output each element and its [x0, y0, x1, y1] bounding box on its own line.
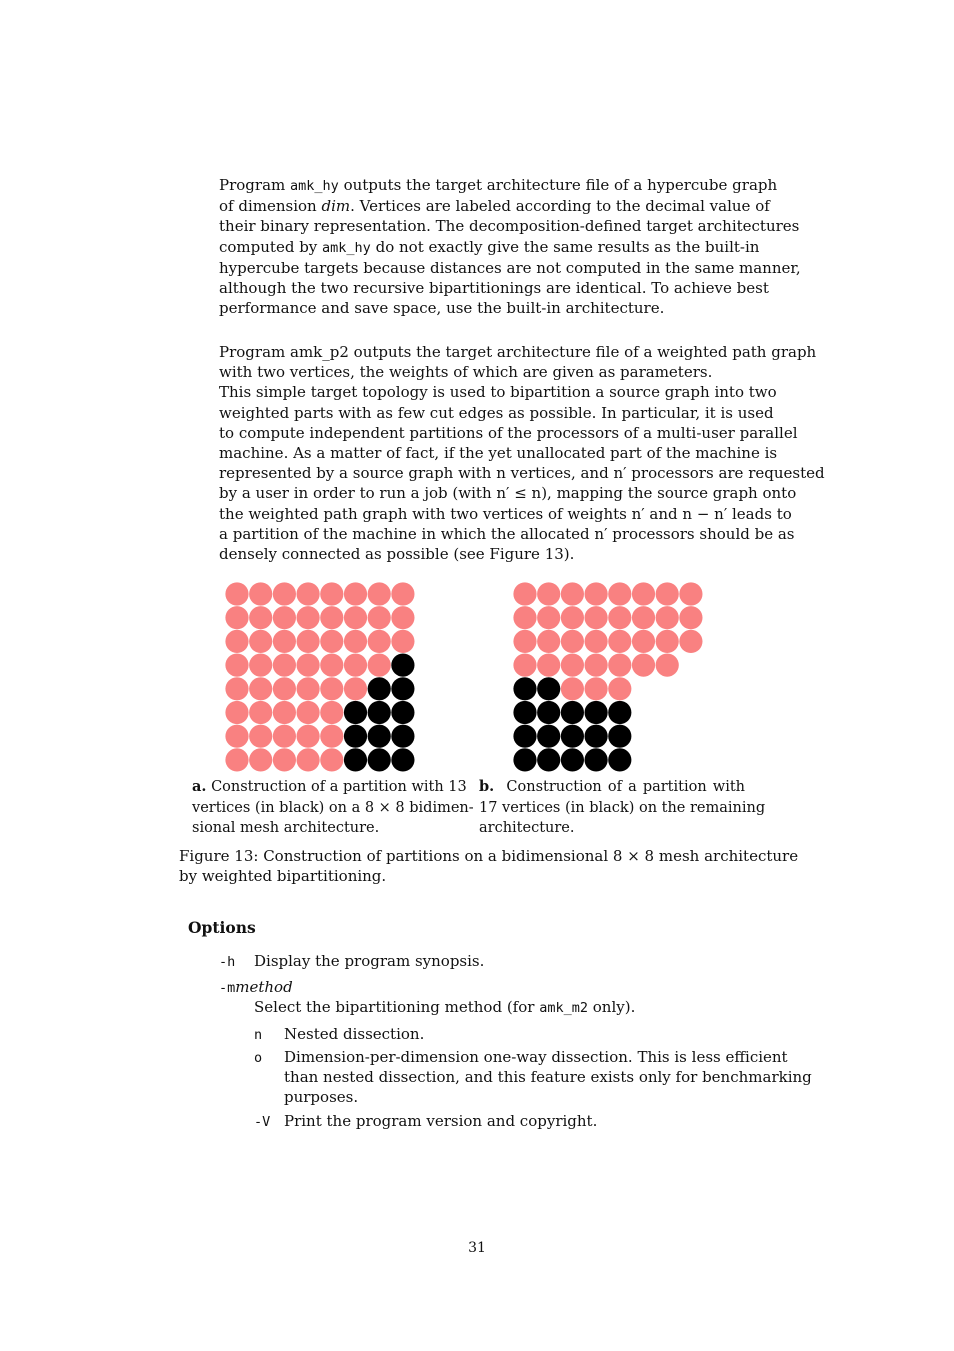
free-vertex	[297, 748, 320, 771]
free-vertex	[344, 582, 367, 605]
free-vertex	[249, 748, 272, 771]
free-vertex	[368, 582, 391, 605]
free-vertex	[225, 748, 248, 771]
option-m-description: Select the bipartitioning method (for amk_m2 only).	[254, 998, 636, 1016]
free-vertex	[561, 654, 584, 677]
paragraph-amk-p2	[219, 342, 825, 564]
free-vertex	[561, 677, 584, 700]
free-vertex	[585, 606, 608, 629]
allocated-vertex	[561, 725, 584, 748]
allocated-vertex	[344, 748, 367, 771]
subcaption-b	[479, 777, 766, 839]
allocated-vertex	[513, 701, 536, 724]
free-vertex	[225, 606, 248, 629]
free-vertex	[273, 701, 296, 724]
free-vertex	[273, 630, 296, 653]
free-vertex	[632, 654, 655, 677]
text-line: although the two recursive bipartitionings are identical. To achieve best	[219, 279, 769, 298]
text-line: the weighted path graph with two vertices of weights n′ and n − n′ leads to	[219, 504, 792, 523]
free-vertex	[679, 606, 702, 629]
free-vertex	[585, 582, 608, 605]
method-flag: n	[254, 1027, 263, 1043]
free-vertex	[632, 630, 655, 653]
subcaption-line: 17 vertices (in black) on the remaining	[479, 799, 766, 816]
text-line: computed by amk_hy do not exactly give the same results as the built-in	[219, 237, 760, 256]
option-v-description: Print the program version and copyright.	[284, 1112, 598, 1130]
allocated-vertex	[368, 748, 391, 771]
method-o	[254, 1047, 262, 1068]
text-line: machine. As a matter of fact, if the yet unallocated part of the machine is	[219, 444, 778, 463]
text-line: Program amk_hy outputs the target architecture file of a hypercube graph	[219, 176, 778, 194]
free-vertex	[273, 606, 296, 629]
paragraph-amk-hy	[219, 175, 801, 318]
subcaption-a	[192, 777, 474, 839]
allocated-vertex	[513, 677, 536, 700]
free-vertex	[368, 606, 391, 629]
text-line: weighted parts with as few cut edges as possible. In particular, it is used	[219, 403, 774, 422]
text-line: represented by a source graph with n vertices, and n′ processors are requested	[219, 464, 825, 483]
allocated-vertex	[368, 677, 391, 700]
free-vertex	[513, 606, 536, 629]
text-line: than nested dissection, and this feature exists only for benchmarking	[284, 1068, 812, 1087]
figure-caption	[179, 846, 799, 886]
allocated-vertex	[513, 748, 536, 771]
free-vertex	[320, 701, 343, 724]
caption-line: Figure 13: Construction of partitions on a bidimensional 8 × 8 mesh architecture	[179, 847, 799, 865]
text-line: Dimension-per-dimension one-way dissection. This is less efficient	[284, 1048, 788, 1066]
free-vertex	[679, 630, 702, 653]
allocated-vertex	[344, 725, 367, 748]
free-vertex	[679, 582, 702, 605]
free-vertex	[320, 630, 343, 653]
subcaption-line: a. Construction of a partition with 13	[192, 778, 467, 795]
allocated-vertex	[585, 725, 608, 748]
allocated-vertex	[344, 701, 367, 724]
free-vertex	[391, 606, 414, 629]
allocated-vertex	[537, 725, 560, 748]
caption-line: by weighted bipartitioning.	[179, 867, 387, 886]
allocated-vertex	[391, 725, 414, 748]
subcaption-line: vertices (in black) on a 8 × 8 bidimen-	[192, 799, 474, 816]
free-vertex	[656, 606, 679, 629]
free-vertex	[297, 606, 320, 629]
subcaption-line: b. Construction of a partition with	[479, 778, 745, 795]
text-line: This simple target topology is used to bipartition a source graph into two	[219, 383, 777, 402]
free-vertex	[225, 630, 248, 653]
free-vertex	[537, 582, 560, 605]
free-vertex	[368, 630, 391, 653]
method-n-description: Nested dissection.	[284, 1025, 425, 1043]
free-vertex	[561, 582, 584, 605]
free-vertex	[297, 582, 320, 605]
free-vertex	[297, 654, 320, 677]
subcaption-label: b.	[479, 778, 495, 795]
free-vertex	[368, 654, 391, 677]
allocated-vertex	[537, 701, 560, 724]
free-vertex	[391, 630, 414, 653]
mesh-figure-b	[513, 582, 707, 776]
free-vertex	[297, 630, 320, 653]
free-vertex	[320, 582, 343, 605]
text-line: a partition of the machine in which the allocated n′ processors should be as	[219, 524, 795, 543]
allocated-vertex	[368, 701, 391, 724]
allocated-vertex	[537, 677, 560, 700]
free-vertex	[273, 725, 296, 748]
free-vertex	[225, 654, 248, 677]
free-vertex	[344, 630, 367, 653]
text-line: their binary representation. The decomposition-defined target architectures	[219, 217, 800, 236]
free-vertex	[249, 606, 272, 629]
allocated-vertex	[391, 748, 414, 771]
subcaption-line: sional mesh architecture.	[192, 820, 380, 836]
options-heading: Options	[188, 918, 256, 937]
free-vertex	[320, 606, 343, 629]
free-vertex	[656, 630, 679, 653]
free-vertex	[608, 606, 631, 629]
free-vertex	[608, 582, 631, 605]
subcaption-line: architecture.	[479, 820, 575, 836]
free-vertex	[513, 630, 536, 653]
allocated-vertex	[608, 725, 631, 748]
allocated-vertex	[608, 701, 631, 724]
free-vertex	[225, 725, 248, 748]
text-line: to compute independent partitions of the processors of a multi-user parallel	[219, 423, 798, 442]
allocated-vertex	[585, 748, 608, 771]
free-vertex	[297, 725, 320, 748]
text-line: densely connected as possible (see Figure 13).	[219, 545, 575, 564]
free-vertex	[632, 606, 655, 629]
mesh-figure-a	[225, 582, 419, 776]
allocated-vertex	[391, 677, 414, 700]
option-h-description: Display the program synopsis.	[254, 952, 485, 970]
free-vertex	[273, 654, 296, 677]
free-vertex	[249, 677, 272, 700]
page-number: 31	[468, 1240, 486, 1256]
free-vertex	[225, 701, 248, 724]
free-vertex	[513, 654, 536, 677]
free-vertex	[273, 748, 296, 771]
text-line: with two vertices, the weights of which are given as parameters.	[219, 363, 713, 382]
free-vertex	[249, 701, 272, 724]
free-vertex	[297, 701, 320, 724]
free-vertex	[344, 677, 367, 700]
option-h	[219, 951, 235, 972]
allocated-vertex	[561, 701, 584, 724]
text-line: of dimension dim. Vertices are labeled according to the decimal value of	[219, 197, 770, 216]
free-vertex	[273, 582, 296, 605]
free-vertex	[297, 677, 320, 700]
free-vertex	[561, 630, 584, 653]
text-line: hypercube targets because distances are not computed in the same manner,	[219, 258, 801, 277]
free-vertex	[320, 725, 343, 748]
free-vertex	[537, 630, 560, 653]
allocated-vertex	[537, 748, 560, 771]
free-vertex	[320, 748, 343, 771]
allocated-vertex	[391, 654, 414, 677]
free-vertex	[585, 654, 608, 677]
free-vertex	[225, 677, 248, 700]
free-vertex	[344, 606, 367, 629]
free-vertex	[537, 654, 560, 677]
free-vertex	[249, 725, 272, 748]
free-vertex	[249, 654, 272, 677]
free-vertex	[561, 606, 584, 629]
option-flag: -V	[254, 1114, 271, 1130]
free-vertex	[656, 582, 679, 605]
free-vertex	[585, 630, 608, 653]
free-vertex	[656, 654, 679, 677]
subcaption-label: a.	[192, 778, 207, 795]
free-vertex	[608, 630, 631, 653]
allocated-vertex	[391, 701, 414, 724]
free-vertex	[320, 654, 343, 677]
option-flag: -m	[219, 980, 236, 996]
allocated-vertex	[561, 748, 584, 771]
allocated-vertex	[513, 725, 536, 748]
method-o-description	[284, 1047, 812, 1108]
text-line: by a user in order to run a job (with n′ ≤ n), mapping the source graph onto	[219, 484, 797, 503]
free-vertex	[513, 582, 536, 605]
allocated-vertex	[368, 725, 391, 748]
option-m	[219, 977, 293, 998]
free-vertex	[585, 677, 608, 700]
free-vertex	[320, 677, 343, 700]
option-v	[254, 1111, 270, 1132]
method-n	[254, 1024, 262, 1045]
option-flag: -h	[219, 954, 236, 970]
option-argument: method	[235, 978, 293, 996]
text-line: purposes.	[284, 1088, 359, 1107]
free-vertex	[273, 677, 296, 700]
text-line: performance and save space, use the built-in architecture.	[219, 299, 665, 318]
free-vertex	[249, 630, 272, 653]
free-vertex	[249, 582, 272, 605]
free-vertex	[225, 582, 248, 605]
free-vertex	[537, 606, 560, 629]
free-vertex	[391, 582, 414, 605]
allocated-vertex	[608, 748, 631, 771]
free-vertex	[344, 654, 367, 677]
text-line: Program amk_p2 outputs the target architecture file of a weighted path graph	[219, 343, 817, 361]
free-vertex	[608, 677, 631, 700]
free-vertex	[608, 654, 631, 677]
method-flag: o	[254, 1050, 263, 1066]
allocated-vertex	[585, 701, 608, 724]
free-vertex	[632, 582, 655, 605]
